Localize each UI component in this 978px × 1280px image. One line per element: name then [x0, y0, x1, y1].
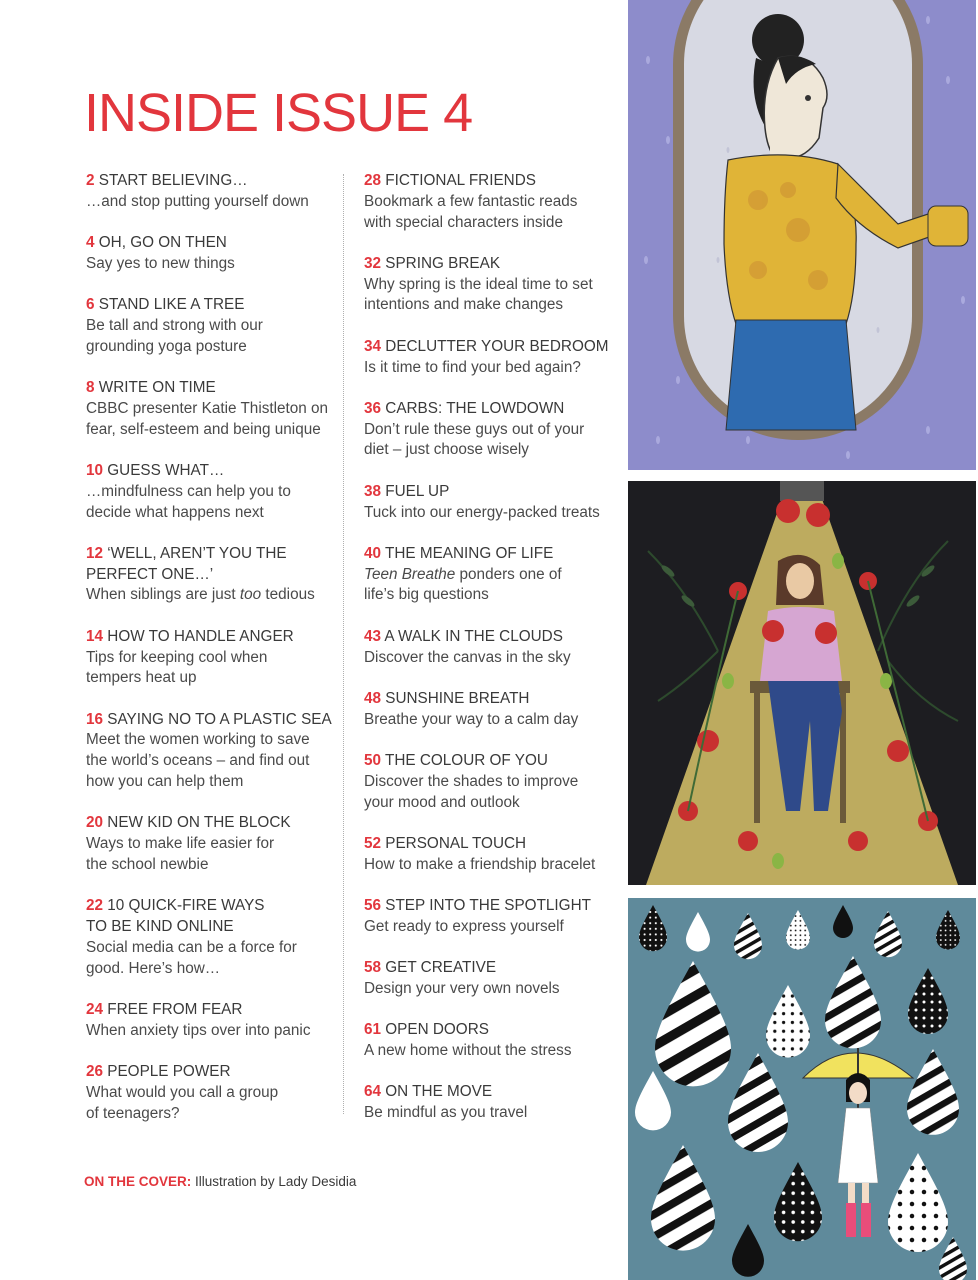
entry-description: Be tall and strong with our grounding yoga posture [86, 316, 263, 355]
page-number: 40 [364, 544, 382, 562]
entry-description [86, 585, 344, 606]
page-number: 20 [86, 814, 104, 832]
entry-description: Social media can be a force for good. Here’s how… [86, 938, 297, 977]
entry-heading [86, 896, 344, 938]
raindrops-image [628, 898, 976, 1280]
contents-column-right [364, 171, 616, 1144]
contents-entry [86, 295, 344, 357]
entry-description-emphasis: Teen Breathe [364, 565, 456, 583]
page-number: 48 [364, 689, 382, 707]
entry-description: A new home without the stress [364, 1041, 572, 1059]
entry-title: DECLUTTER YOUR BEDROOM [385, 337, 609, 355]
contents-entry [364, 337, 616, 379]
contents-entry [364, 958, 616, 1000]
entry-description: How to make a friendship bracelet [364, 855, 596, 873]
entry-heading [364, 834, 616, 855]
entry-heading [364, 1020, 616, 1041]
page-title: INSIDE ISSUE 4 [84, 83, 473, 143]
page-number: 2 [86, 172, 95, 189]
entry-title: SPRING BREAK [385, 254, 501, 272]
entry-title: GUESS WHAT… [107, 461, 225, 479]
entry-heading [86, 233, 344, 254]
contents-entry [364, 399, 616, 461]
entry-heading [364, 171, 616, 192]
entry-description: Meet the women working to save the world’s oceans – and find out how you can help them [86, 731, 310, 791]
page-number: 52 [364, 834, 382, 852]
entry-description: Be mindful as you travel [364, 1104, 528, 1121]
page-number: 22 [86, 897, 104, 915]
entry-description: …and stop putting yourself down [86, 192, 309, 210]
entry-description: Design your very own novels [364, 979, 560, 997]
entry-heading [364, 399, 616, 420]
page-number: 14 [86, 627, 104, 645]
entry-heading [86, 295, 344, 316]
illustration-mirror-woman [628, 0, 976, 470]
entry-description: CBBC presenter Katie Thistleton on fear, self-esteem and being unique [86, 399, 329, 438]
page-number: 8 [86, 379, 95, 397]
entry-heading [364, 751, 616, 772]
page-number: 6 [86, 296, 95, 314]
contents-entry [364, 751, 616, 813]
entry-description: Discover the shades to improve your mood and outlook [364, 772, 579, 811]
contents-entry [364, 1082, 616, 1124]
entry-description: Breathe your way to a calm day [364, 710, 579, 728]
entry-title: CARBS: THE LOWDOWN [385, 399, 565, 417]
page-number: 43 [364, 627, 382, 645]
page-number: 56 [364, 896, 382, 914]
entry-title: GET CREATIVE [385, 959, 497, 977]
contents-entry [364, 689, 616, 731]
entry-title: OPEN DOORS [385, 1021, 489, 1039]
contents-entry [364, 544, 616, 606]
page-number: 12 [86, 544, 104, 562]
entry-title: OH, GO ON THEN [98, 234, 227, 252]
contents-entry [86, 461, 344, 523]
entry-heading [364, 896, 616, 917]
spotlight-girl-image [628, 481, 976, 885]
entry-title: STAND LIKE A TREE [98, 296, 245, 314]
cover-credit-label: ON THE COVER: [84, 1174, 192, 1189]
entry-description [364, 565, 616, 607]
page-number: 64 [364, 1083, 382, 1101]
page-number: 61 [364, 1021, 382, 1039]
entry-description: Why spring is the ideal time to set intentions and make changes [364, 275, 593, 314]
entry-title: FREE FROM FEAR [107, 1000, 243, 1018]
entry-description-text: tedious [261, 586, 315, 604]
entry-title: SUNSHINE BREATH [385, 689, 530, 707]
contents-entry [86, 233, 344, 275]
page-number: 50 [364, 751, 382, 769]
entry-description: Tuck into our energy-packed treats [364, 503, 600, 521]
contents-entry [364, 254, 616, 316]
entry-heading [86, 627, 344, 648]
entry-title: HOW TO HANDLE ANGER [107, 627, 294, 645]
entry-description: When anxiety tips over into panic [86, 1021, 311, 1039]
entry-heading [86, 1000, 344, 1021]
entry-title: THE COLOUR OF YOU [385, 751, 548, 769]
contents-column-left [86, 171, 344, 1145]
entry-title: FICTIONAL FRIENDS [385, 172, 536, 189]
entry-description: …mindfulness can help you to decide what happens next [86, 482, 291, 521]
entry-heading [86, 171, 344, 192]
entry-title: 10 QUICK-FIRE WAYS TO BE KIND ONLINE [86, 897, 265, 936]
page-number: 38 [364, 482, 382, 500]
entry-description: Don’t rule these guys out of your diet – just choose wisely [364, 420, 585, 459]
contents-entry [86, 171, 344, 213]
entry-description: Get ready to express yourself [364, 917, 564, 935]
contents-entry [86, 1062, 344, 1124]
page-number: 28 [364, 172, 382, 189]
entry-title: THE MEANING OF LIFE [385, 544, 554, 562]
entry-heading [364, 627, 616, 648]
entry-heading [364, 482, 616, 503]
page-number: 36 [364, 399, 382, 417]
page-number: 16 [86, 710, 104, 728]
entry-title: PEOPLE POWER [107, 1063, 231, 1080]
cover-credit-text: Illustration by Lady Desidia [195, 1174, 357, 1189]
mirror-woman-image [628, 0, 976, 470]
entry-description: What would you call a group of teenagers? [86, 1083, 279, 1122]
page-number: 58 [364, 959, 382, 977]
entry-title: A WALK IN THE CLOUDS [384, 627, 563, 645]
entry-title: ‘WELL, AREN’T YOU THE PERFECT ONE…’ [86, 544, 287, 583]
contents-entry [364, 627, 616, 669]
entry-heading [364, 337, 616, 358]
entry-heading [86, 813, 344, 834]
entry-title: FUEL UP [385, 482, 450, 500]
contents-entry [86, 813, 344, 875]
page-number: 4 [86, 234, 95, 252]
entry-heading [364, 544, 616, 565]
illustration-raindrops [628, 898, 976, 1280]
page-number: 32 [364, 254, 382, 272]
entry-heading [86, 1062, 344, 1083]
contents-entry [86, 1000, 344, 1042]
contents-entry [364, 1020, 616, 1062]
contents-entry [86, 710, 344, 793]
page-number: 26 [86, 1063, 104, 1080]
page-number: 34 [364, 337, 382, 355]
contents-entry [86, 627, 344, 689]
entry-description: Tips for keeping cool when tempers heat up [86, 648, 268, 687]
contents-entry [86, 378, 344, 440]
entry-title: STEP INTO THE SPOTLIGHT [385, 896, 591, 914]
entry-heading [364, 689, 616, 710]
entry-title: PERSONAL TOUCH [385, 834, 527, 852]
column-divider [343, 174, 344, 1114]
contents-entry [364, 834, 616, 876]
entry-heading [364, 1082, 616, 1103]
page-number: 24 [86, 1000, 104, 1018]
entry-description: Discover the canvas in the sky [364, 648, 571, 666]
entry-heading [86, 378, 344, 399]
entry-title: WRITE ON TIME [98, 379, 216, 397]
contents-entry [364, 896, 616, 938]
entry-description: Bookmark a few fantastic reads with special characters inside [364, 192, 578, 231]
contents-entry [364, 171, 616, 233]
entry-title: START BELIEVING… [98, 172, 248, 189]
entry-heading [364, 958, 616, 979]
entry-heading [86, 710, 344, 731]
contents-entry [86, 544, 344, 606]
contents-entry [364, 482, 616, 524]
illustration-spotlight-girl [628, 481, 976, 885]
entry-title: NEW KID ON THE BLOCK [107, 814, 291, 832]
entry-description: Say yes to new things [86, 254, 235, 272]
entry-description: Is it time to find your bed again? [364, 358, 581, 376]
entry-heading [86, 461, 344, 482]
entry-description-text: ponders one of life’s big questions [364, 565, 562, 604]
cover-credit [84, 1174, 356, 1189]
contents-entry [86, 896, 344, 979]
entry-title: ON THE MOVE [385, 1083, 493, 1101]
entry-description: Ways to make life easier for the school newbie [86, 835, 275, 873]
entry-description-emphasis: too [239, 586, 262, 604]
entry-heading [86, 544, 344, 586]
entry-title: SAYING NO TO A PLASTIC SEA [107, 710, 332, 728]
entry-heading [364, 254, 616, 275]
page-number: 10 [86, 461, 104, 479]
entry-description-text: When siblings are just [86, 586, 240, 604]
